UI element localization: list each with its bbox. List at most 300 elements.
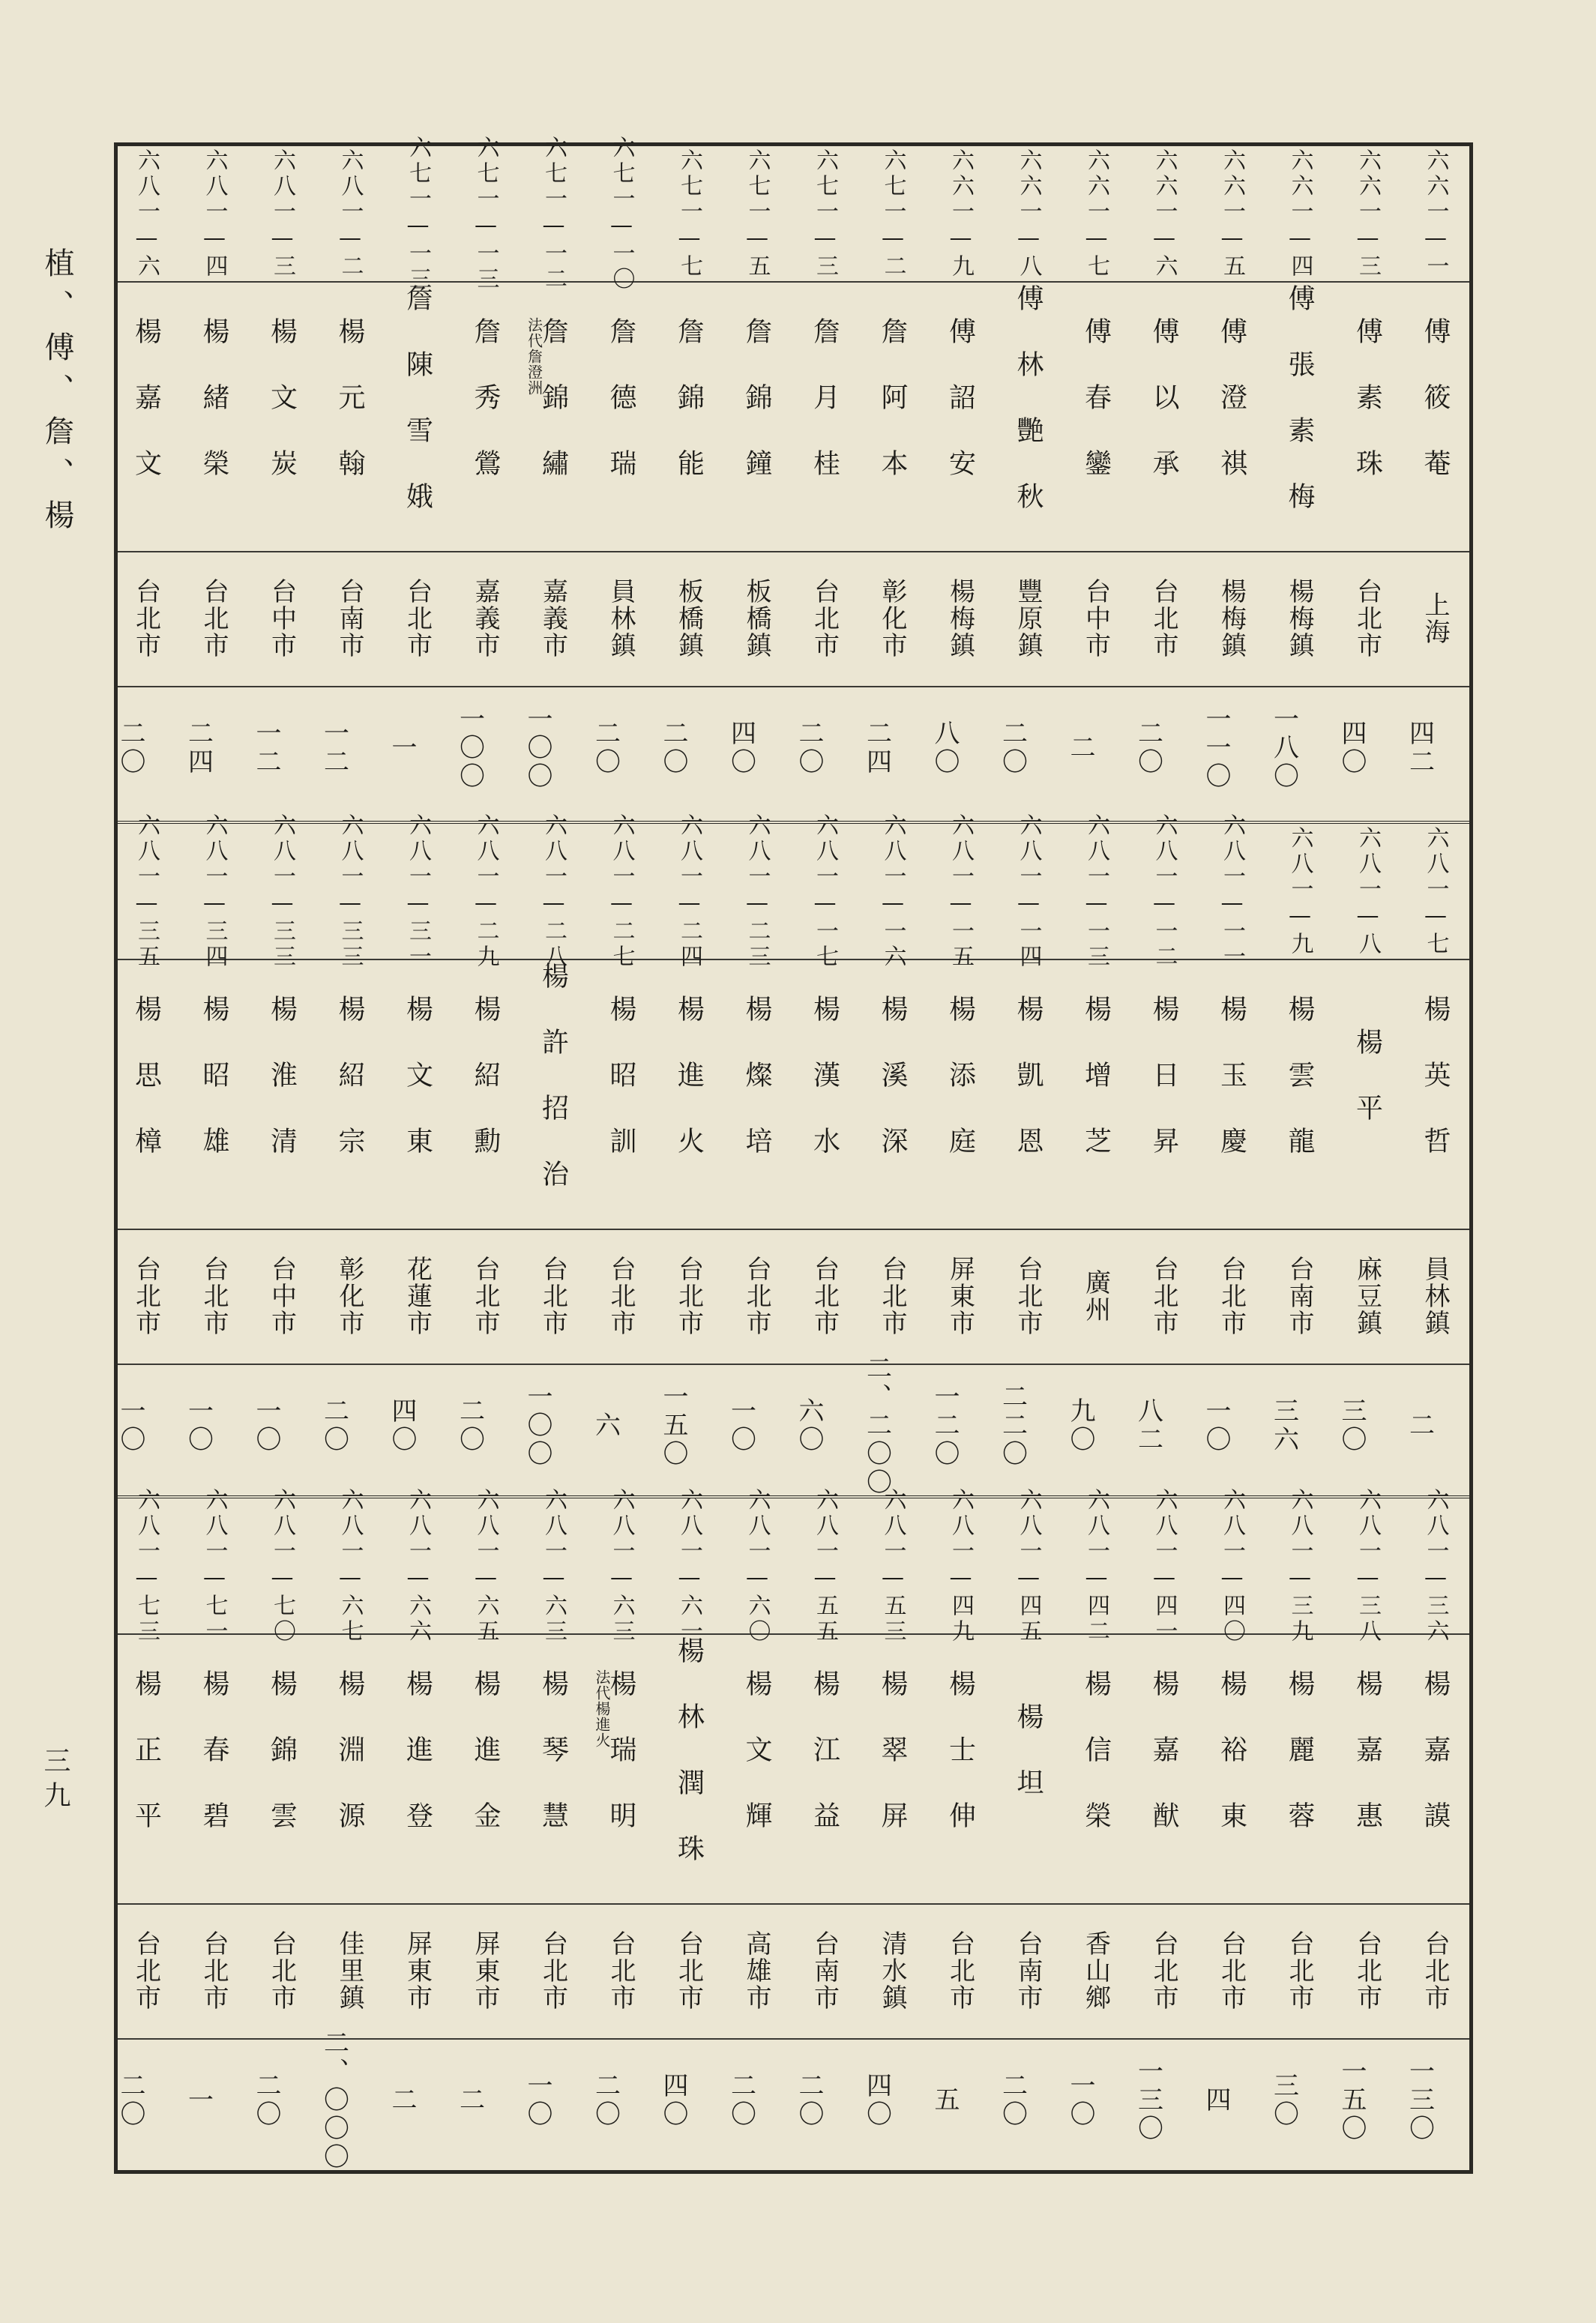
- entry-place: 台中市: [266, 1256, 297, 1337]
- entry-count: 二〇: [726, 2072, 756, 2129]
- table-entry: [1062, 146, 1130, 821]
- entry-place: 豐原鎮: [1013, 578, 1043, 659]
- entry-number: 六八一—一二: [1151, 813, 1178, 970]
- table-entry: [791, 1487, 858, 2173]
- entry-place: 台北市: [945, 1930, 975, 2011]
- entry-name: 楊平: [1352, 1028, 1383, 1160]
- entry-count: 二〇: [794, 2072, 824, 2129]
- entry-name: 楊坦: [1013, 1702, 1044, 1834]
- entry-place: 員林鎮: [1420, 1256, 1450, 1337]
- table-entry: [1130, 813, 1198, 1498]
- entry-number: 六八一—四: [201, 148, 228, 280]
- entry-count: 三〇: [1337, 1397, 1367, 1454]
- entry-name: 楊日昇: [1148, 995, 1179, 1193]
- entry-count: 二〇: [590, 720, 621, 777]
- entry-place: 香山鄉: [1080, 1930, 1111, 2011]
- entry-name: 傅以承: [1148, 317, 1179, 515]
- entry-place: 佳里鎮: [334, 1930, 364, 2011]
- entry-number: 六八一—四一: [1151, 1487, 1178, 1645]
- entry-name: 詹秀鶯: [470, 317, 501, 515]
- entry-name: 傅詔安: [945, 317, 976, 515]
- entry-place: 台中市: [1080, 578, 1111, 659]
- entry-count: 一三〇: [1404, 2058, 1435, 2143]
- entry-name: 楊進金: [470, 1669, 501, 1867]
- entry-place: 台北市: [130, 1930, 161, 2011]
- entry-count: 一五〇: [1337, 2058, 1367, 2143]
- entry-place: 屏東市: [402, 1930, 433, 2011]
- entry-number: 六八一—三九: [1286, 1487, 1313, 1645]
- entry-name: 楊玉慶: [1216, 995, 1247, 1193]
- entry-place: 台北市: [606, 1930, 636, 2011]
- entry-place: 台北市: [1352, 578, 1382, 659]
- table-entry: [112, 1487, 180, 2173]
- entry-name: 楊文炭: [266, 317, 298, 515]
- entry-number: 六八一—一四: [1015, 813, 1042, 970]
- entry-count: 二〇: [590, 2072, 621, 2129]
- entry-count: 一〇: [251, 1397, 281, 1454]
- entry-name: 楊嘉文: [130, 317, 162, 515]
- entry-count: 一〇〇: [523, 705, 552, 791]
- entry-place: 台北市: [199, 1256, 229, 1337]
- entry-count: 四〇: [658, 2072, 688, 2129]
- table-entry: [1266, 824, 1334, 1498]
- entry-place: 台南市: [334, 578, 364, 659]
- entry-count: 一〇: [115, 1397, 145, 1454]
- entry-number: 六八一—四二: [1083, 1487, 1109, 1645]
- table-entry: [1266, 1487, 1334, 2173]
- entry-place: 台北市: [1284, 1930, 1314, 2011]
- entry-count: 一〇: [726, 1397, 756, 1454]
- entry-place: 台北市: [877, 1256, 907, 1337]
- entry-name: 傅林艷秋: [1013, 284, 1044, 548]
- table-entry: [520, 813, 587, 1498]
- entry-name: 傅筱菴: [1420, 317, 1451, 515]
- entry-count: 六〇: [794, 1397, 824, 1454]
- entry-count: 二〇: [997, 2072, 1028, 2129]
- entry-name: 詹錦能: [673, 317, 705, 515]
- entry-name: 楊江益: [809, 1669, 840, 1867]
- entry-count: 一〇: [183, 1397, 214, 1454]
- table-entry: [655, 146, 723, 821]
- entry-name: 楊淵源: [334, 1669, 365, 1867]
- table-entry: [1198, 146, 1265, 821]
- table-entry: [384, 135, 451, 821]
- entry-place: 台北市: [537, 1256, 568, 1337]
- entry-count: 四: [1201, 2086, 1231, 2115]
- entry-name: 詹月桂: [809, 317, 840, 515]
- entry-place: 台北市: [199, 578, 229, 659]
- table-entry: [1062, 1487, 1130, 2173]
- entry-count: 二、二〇〇: [861, 1355, 892, 1497]
- entry-name: 楊正平: [130, 1669, 162, 1867]
- entry-name: 楊錦雲: [266, 1669, 298, 1867]
- entry-name: 楊雲龍: [1284, 995, 1315, 1193]
- entry-place: 台南市: [809, 1930, 840, 2011]
- entry-count: 一二〇: [930, 1383, 960, 1468]
- entry-place: 台北市: [1148, 1930, 1178, 2011]
- table-entry: [452, 1487, 520, 2173]
- entry-count: 二〇: [794, 720, 824, 777]
- entry-count: 一: [183, 2086, 214, 2115]
- entry-count: 一〇: [523, 2072, 552, 2129]
- entry-place: 花蓮市: [402, 1256, 433, 1337]
- entry-number: 六六一—八: [1015, 148, 1042, 280]
- entry-name: 楊林潤珠: [673, 1636, 705, 1900]
- entry-number: 六六一—九: [948, 148, 974, 280]
- entry-number: 六八一—五三: [879, 1487, 906, 1645]
- entry-place: 台北市: [1216, 1256, 1247, 1337]
- table-entry: [316, 1487, 384, 2173]
- entry-place: 楊梅鎮: [1284, 578, 1314, 659]
- table-entry: [1402, 1487, 1469, 2173]
- entry-number: 六八一—七〇: [269, 1487, 295, 1645]
- table-entry: [791, 813, 858, 1498]
- table-entry: [1198, 813, 1265, 1498]
- entry-place: 台北市: [130, 1256, 161, 1337]
- table-entry: [1402, 146, 1469, 821]
- entry-count: 六: [590, 1411, 621, 1440]
- entry-count: 二〇: [454, 1397, 485, 1454]
- entry-name: 楊增芝: [1080, 995, 1112, 1193]
- table-entry: [181, 146, 248, 821]
- entry-place: 楊梅鎮: [1216, 578, 1247, 659]
- entry-name: 楊昭訓: [606, 995, 636, 1193]
- entry-name: 楊淮清: [266, 995, 298, 1193]
- entry-count: 二〇: [1133, 720, 1163, 777]
- table-entry: [995, 146, 1062, 821]
- table-entry: [452, 813, 520, 1498]
- entry-place: 台北市: [1013, 1256, 1043, 1337]
- entry-name: 楊紹勳: [470, 995, 501, 1193]
- entry-name: 詹錦繡: [537, 317, 569, 515]
- entry-count: 一一〇: [1201, 705, 1231, 791]
- entry-name: 楊嘉惠: [1352, 1669, 1383, 1867]
- entry-number: 六八一—七三: [133, 1487, 160, 1645]
- entry-number: 六八一—四五: [1015, 1487, 1042, 1645]
- entry-name: 楊紹宗: [334, 995, 365, 1193]
- table-entry: [520, 135, 587, 821]
- entry-number: 六八一—一五: [948, 813, 974, 970]
- table-entry: [927, 146, 994, 821]
- entry-place: 彰化市: [334, 1256, 364, 1337]
- entry-place: 板橋鎮: [741, 578, 771, 659]
- entry-count: 二二〇: [997, 1383, 1028, 1468]
- entry-number: 六八一—三八: [1355, 1487, 1381, 1645]
- entry-place: 廣州: [1080, 1269, 1111, 1323]
- entry-number: 六八一—三三: [337, 813, 364, 970]
- entry-number: 六八一—二三: [744, 813, 771, 970]
- entry-name: 楊溪深: [877, 995, 908, 1193]
- table-entry: [859, 813, 927, 1498]
- entry-place: 台中市: [266, 578, 297, 659]
- entry-place: 台北市: [130, 578, 161, 659]
- table-entry: [1198, 1487, 1265, 2173]
- table-entry: [181, 1487, 248, 2173]
- entry-name: 楊進火: [673, 995, 705, 1193]
- entry-number: 六八一—一六: [879, 813, 906, 970]
- table-entry: [859, 1487, 927, 2173]
- entry-name: 楊昭雄: [199, 995, 229, 1193]
- entry-count: 一二: [251, 720, 281, 777]
- entry-name: 楊添庭: [945, 995, 976, 1193]
- entry-count: 二四: [861, 720, 892, 777]
- entry-name: 楊漢水: [809, 995, 840, 1193]
- entry-number: 六八一—一一: [1219, 813, 1245, 970]
- entry-place: 台北市: [741, 1256, 771, 1337]
- table-entry: [112, 813, 180, 1498]
- table-entry: [655, 1487, 723, 2173]
- table-entry: [248, 813, 316, 1498]
- table-section: [115, 135, 1469, 821]
- entry-place: 台北市: [537, 1930, 568, 2011]
- entry-number: 六七一—一三: [405, 135, 431, 292]
- entry-name: 楊思樟: [130, 995, 162, 1193]
- entry-place: 台南市: [1284, 1256, 1314, 1337]
- entry-number: 六六一—三: [1355, 148, 1381, 280]
- entry-place: 台北市: [809, 1256, 840, 1337]
- entry-name: 傅澄祺: [1216, 317, 1247, 515]
- entry-count: 二〇: [658, 720, 688, 777]
- table-entry: [1334, 146, 1401, 821]
- entry-count: 四〇: [1337, 720, 1367, 777]
- entry-name: 楊英哲: [1420, 995, 1451, 1193]
- entry-name: 楊文輝: [741, 1669, 772, 1867]
- entry-number: 六八一—二: [337, 148, 364, 280]
- entry-number: 六八一—七一: [201, 1487, 228, 1645]
- entry-number: 六八一—六三: [540, 1487, 567, 1645]
- entry-number: 六八一—六七: [337, 1487, 364, 1645]
- entry-number: 六八一—六一: [676, 1487, 702, 1645]
- entry-place: 台北市: [266, 1930, 297, 2011]
- entry-number: 六八一—六六: [405, 1487, 431, 1645]
- entry-number: 六八一—二七: [608, 813, 635, 970]
- entry-place: 板橋鎮: [673, 578, 704, 659]
- entry-name: 楊翠屏: [877, 1669, 908, 1867]
- entry-number: 六八一—二九: [472, 813, 499, 970]
- entry-note: 法代楊進火: [593, 1669, 611, 1748]
- entry-note: 法代詹澄洲: [525, 316, 543, 396]
- entry-count: 一〇: [1065, 2072, 1095, 2129]
- table-entry: [181, 813, 248, 1498]
- entry-name: 詹錦鐘: [741, 317, 772, 515]
- table-entry: [1334, 1487, 1401, 2173]
- entry-name: 傅張素梅: [1284, 284, 1315, 548]
- entry-place: 台北市: [1352, 1930, 1382, 2011]
- entry-number: 六八一—八: [1355, 825, 1381, 957]
- entry-count: 一八〇: [1268, 705, 1299, 791]
- entry-place: 台北市: [809, 578, 840, 659]
- entry-place: 彰化市: [877, 578, 907, 659]
- entry-name: 楊麗蓉: [1284, 1669, 1315, 1867]
- entry-count: 一五〇: [658, 1383, 688, 1468]
- entry-count: 一: [387, 734, 417, 762]
- entry-number: 六八一—九: [1286, 825, 1313, 957]
- entry-count: 二〇: [115, 720, 145, 777]
- entry-name: 楊元翰: [334, 317, 365, 515]
- entry-number: 六八一—二四: [676, 813, 702, 970]
- entry-place: 嘉義市: [537, 578, 568, 659]
- entry-name: 楊琴慧: [537, 1669, 569, 1867]
- entry-name: 傅春鑾: [1080, 317, 1112, 515]
- entry-number: 六七一—一二: [540, 135, 567, 292]
- entry-number: 六八一—六五: [472, 1487, 499, 1645]
- table-entry: [384, 813, 451, 1498]
- entry-place: 台南市: [1013, 1930, 1043, 2011]
- entry-place: 屏東市: [945, 1256, 975, 1337]
- entry-number: 六八一—四〇: [1219, 1487, 1245, 1645]
- entry-number: 六八一—一七: [812, 813, 838, 970]
- table-entry: [316, 813, 384, 1498]
- entry-number: 六六一—六: [1151, 148, 1178, 280]
- entry-number: 六七一—二: [879, 148, 906, 280]
- entry-count: 二〇: [251, 2072, 281, 2129]
- entry-place: 台北市: [1420, 1930, 1450, 2011]
- entry-count: 三〇: [1268, 2072, 1299, 2129]
- entry-name: 楊凱恩: [1013, 995, 1044, 1193]
- entry-name: 楊春碧: [199, 1669, 229, 1867]
- entry-number: 六八一—六〇: [744, 1487, 771, 1645]
- table-entry: [248, 146, 316, 821]
- entry-count: 八〇: [930, 720, 960, 777]
- entry-place: 台北市: [402, 578, 433, 659]
- table-entry: [995, 1487, 1062, 2173]
- entry-place: 台北市: [673, 1256, 704, 1337]
- entry-number: 六八一—三一: [405, 813, 431, 970]
- entry-number: 六八一—七: [1422, 825, 1449, 957]
- entry-count: 五: [930, 2086, 960, 2115]
- entry-number: 六八一—三三: [269, 813, 295, 970]
- entry-number: 六八一—三五: [133, 813, 160, 970]
- entry-name: 楊瑞明: [606, 1669, 636, 1867]
- table-entry: [1266, 146, 1334, 821]
- table-entry: [1402, 824, 1469, 1498]
- entry-name: 楊信榮: [1080, 1669, 1112, 1867]
- section-title: 植、傅、詹、楊: [40, 247, 74, 541]
- entry-count: 八二: [1133, 1397, 1163, 1454]
- table-entry: [1130, 146, 1198, 821]
- table-entry: [248, 1487, 316, 2173]
- entry-place: 楊梅鎮: [945, 578, 975, 659]
- entry-place: 台北市: [606, 1256, 636, 1337]
- entry-place: 台北市: [1216, 1930, 1247, 2011]
- table-entry: [1334, 824, 1401, 1498]
- entry-number: 六八一—六三: [608, 1487, 635, 1645]
- entry-count: 一二: [319, 720, 349, 777]
- entry-place: 嘉義市: [470, 578, 500, 659]
- entry-name: 傅素珠: [1352, 317, 1383, 515]
- entry-place: 台北市: [470, 1256, 500, 1337]
- entry-place: 台北市: [199, 1930, 229, 2011]
- register-table: [114, 135, 1473, 2174]
- entry-number: 六八一—二八: [540, 813, 567, 970]
- entry-name: 楊嘉猷: [1148, 1669, 1179, 1867]
- entry-count: 一〇〇: [523, 1383, 552, 1468]
- table-entry: [655, 813, 723, 1498]
- entry-count: 二: [1404, 1411, 1435, 1440]
- entry-count: 二: [1065, 734, 1095, 762]
- entry-place: 台北市: [673, 1930, 704, 2011]
- entry-number: 六八一—四九: [948, 1487, 974, 1645]
- entry-number: 六六一—七: [1083, 148, 1109, 280]
- entry-place: 台北市: [1148, 1256, 1178, 1337]
- entry-count: 三六: [1268, 1397, 1299, 1454]
- table-section: [115, 813, 1469, 1498]
- entry-count: 一三〇: [1133, 2058, 1163, 2143]
- entry-place: 上海: [1420, 591, 1450, 645]
- table-entry: [927, 813, 994, 1498]
- entry-count: 四〇: [726, 720, 756, 777]
- entry-number: 六八一—五五: [812, 1487, 838, 1645]
- entry-number: 六六一—五: [1219, 148, 1245, 280]
- entry-count: 四二: [1404, 720, 1435, 777]
- entry-place: 屏東市: [470, 1930, 500, 2011]
- table-entry: [316, 146, 384, 821]
- entry-count: 二: [454, 2086, 485, 2115]
- entry-number: 六八一—三六: [1422, 1487, 1449, 1645]
- entry-count: 四〇: [387, 1397, 417, 1454]
- entry-number: 六八一—一三: [1083, 813, 1109, 970]
- entry-count: 九〇: [1065, 1397, 1095, 1454]
- entry-place: 清水鎮: [877, 1930, 907, 2011]
- entry-number: 六七一—七: [676, 148, 702, 280]
- table-entry: [791, 146, 858, 821]
- table-entry: [1062, 813, 1130, 1498]
- entry-count: 一〇: [1201, 1397, 1231, 1454]
- table-entry: [995, 813, 1062, 1498]
- entry-number: 六八一—六: [133, 148, 160, 280]
- entry-number: 六八一—三: [269, 148, 295, 280]
- table-entry: [723, 146, 791, 821]
- table-entry: [588, 813, 655, 1498]
- entry-count: 一〇〇: [454, 705, 485, 791]
- entry-number: 六七一—五: [744, 148, 771, 280]
- entry-number: 六七一—三: [812, 148, 838, 280]
- entry-name: 楊緒榮: [199, 317, 229, 515]
- entry-count: 二四: [183, 720, 214, 777]
- entry-number: 六六一—四: [1286, 148, 1313, 280]
- entry-number: 六六一—一: [1422, 148, 1449, 280]
- entry-place: 麻豆鎮: [1352, 1256, 1382, 1337]
- entry-name: 楊士伸: [945, 1669, 976, 1867]
- entry-place: 員林鎮: [606, 578, 636, 659]
- entry-name: 詹陳雪娥: [402, 284, 433, 548]
- entry-count: 二〇: [115, 2072, 145, 2129]
- entry-name: 詹德瑞: [606, 317, 636, 515]
- page-number: 三九: [40, 1747, 70, 1816]
- table-section: [115, 1487, 1469, 2173]
- table-entry: [520, 1487, 587, 2173]
- table-entry: [112, 146, 180, 821]
- table-entry: [588, 135, 655, 821]
- entry-name: 楊進登: [402, 1669, 433, 1867]
- entry-number: 六八一—三四: [201, 813, 228, 970]
- entry-name: 楊燦培: [741, 995, 772, 1193]
- entry-place: 台北市: [1148, 578, 1178, 659]
- entry-number: 六七一—一三: [472, 135, 499, 292]
- table-entry: [859, 146, 927, 821]
- table-entry: [723, 1487, 791, 2173]
- entry-count: 二、〇〇〇: [319, 2029, 349, 2172]
- entry-name: 楊許招治: [537, 962, 569, 1226]
- entry-number: 六七一—一〇: [608, 135, 635, 292]
- entry-count: 四〇: [861, 2072, 892, 2129]
- entry-count: 二: [387, 2086, 417, 2115]
- entry-place: 高雄市: [741, 1930, 771, 2011]
- entry-name: 楊嘉謨: [1420, 1669, 1451, 1867]
- table-entry: [384, 1487, 451, 2173]
- table-entry: [723, 813, 791, 1498]
- entry-name: 楊裕東: [1216, 1669, 1247, 1867]
